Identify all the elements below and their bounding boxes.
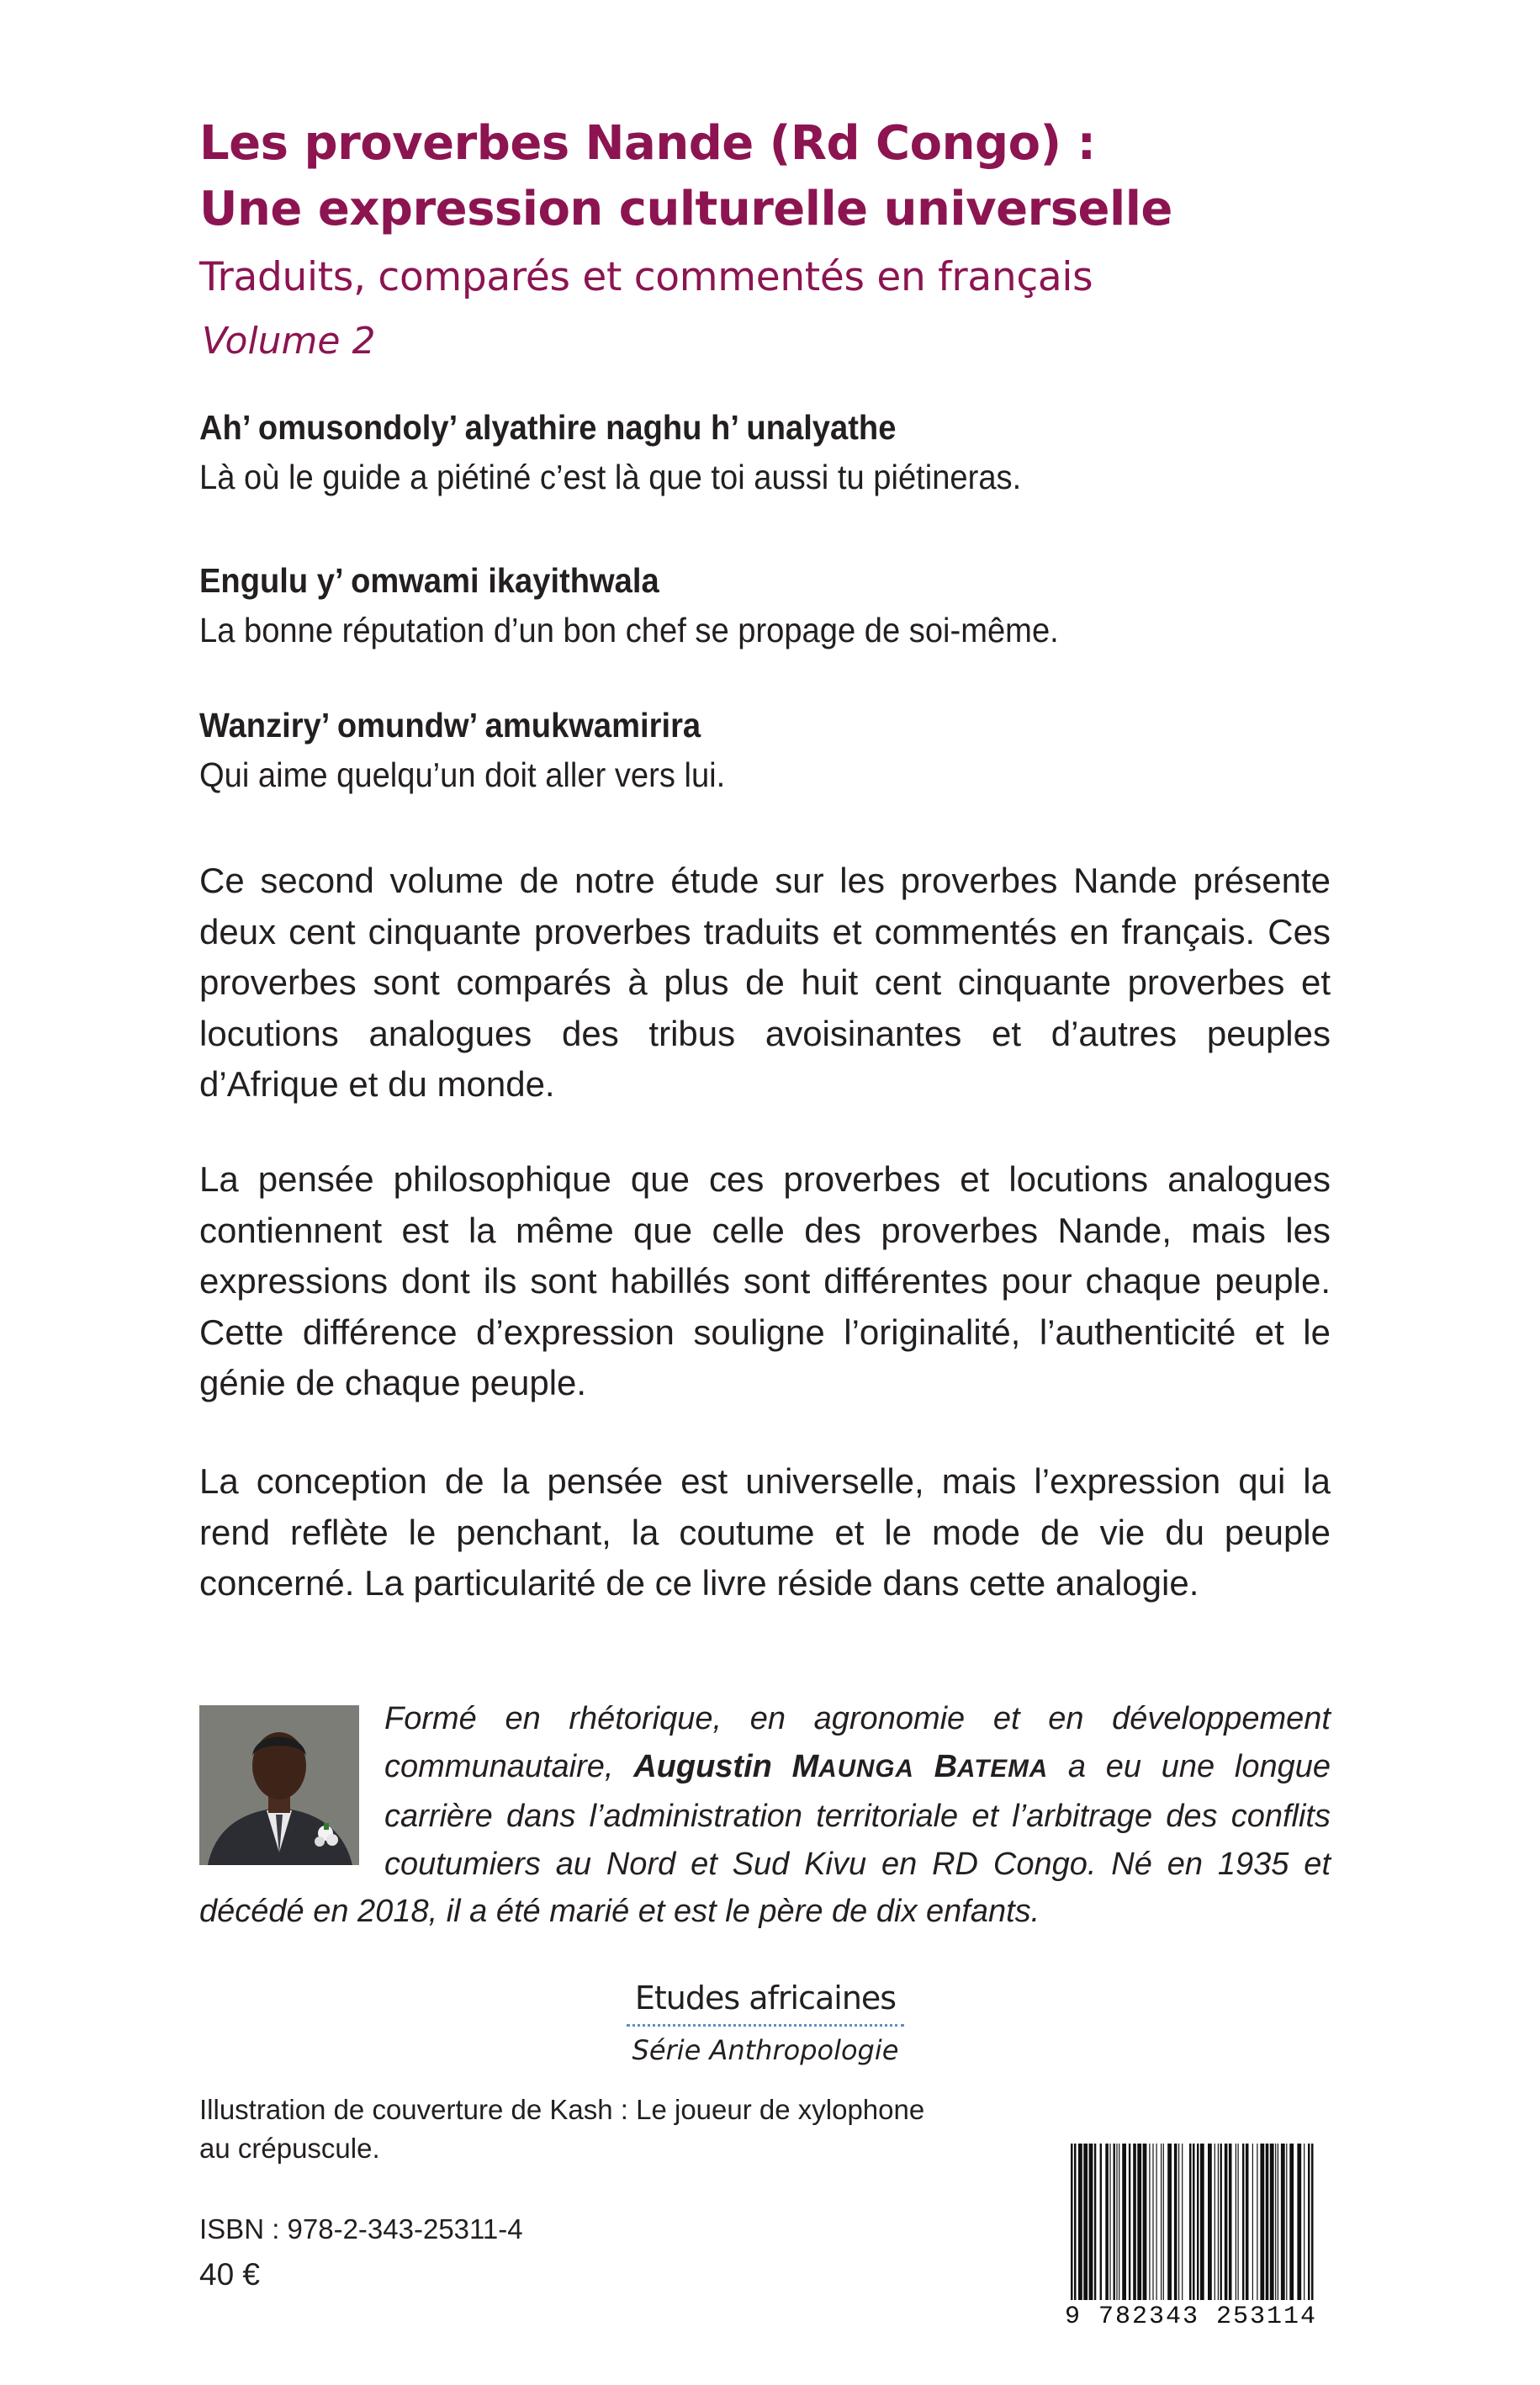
barcode-guard-bar bbox=[1074, 2144, 1077, 2324]
barcode-bar bbox=[1163, 2144, 1164, 2300]
barcode-bar bbox=[1200, 2144, 1204, 2300]
proverb-1 bbox=[199, 402, 1377, 501]
barcode-bar bbox=[1218, 2144, 1219, 2300]
barcode-bar bbox=[1297, 2144, 1301, 2300]
cover-illustration-credit bbox=[199, 2091, 1007, 2168]
barcode-bar bbox=[1100, 2144, 1102, 2300]
barcode-bar bbox=[1281, 2144, 1285, 2300]
series-divider bbox=[627, 2024, 904, 2027]
barcode-guard-bar bbox=[1193, 2144, 1195, 2324]
author-biography bbox=[199, 1695, 1331, 1936]
proverb-translation: Qui aime quelqu’un doit aller vers lui. bbox=[199, 755, 726, 794]
barcode-bar bbox=[1275, 2144, 1276, 2300]
barcode-bar bbox=[1137, 2144, 1141, 2300]
barcode-bar bbox=[1242, 2144, 1244, 2300]
barcode-bar bbox=[1208, 2144, 1212, 2300]
title-line-2: Une expression culturelle universelle bbox=[199, 182, 1172, 236]
proverb-translation: Là où le guide a piétiné c’est là que toi aussi tu piétineras. bbox=[199, 458, 1022, 496]
barcode-guard-bar bbox=[1311, 2144, 1314, 2324]
description-paragraph-1: Ce second volume de notre étude sur les proverbes Nande présente deux cent cinquante proverbes traduits et commentés en français. Ces proverbes sont comparés à plus de huit cent cinquante proverbes et locutions analogues des tribus avoisinantes et d’autres peuples d’Afrique et du monde. bbox=[199, 861, 1331, 1104]
barcode-bar bbox=[1116, 2144, 1117, 2300]
barcode-bar bbox=[1083, 2144, 1088, 2300]
barcode-bar bbox=[1266, 2144, 1269, 2300]
barcode-bar bbox=[1220, 2144, 1222, 2300]
barcode-bar bbox=[1114, 2144, 1115, 2300]
proverb-native-text: Engulu y’ omwami ikayithwala bbox=[199, 561, 659, 600]
description-paragraph-2: La pensée philosophique que ces proverbes et locutions analogues contiennent est la même que celle des proverbes Nande, mais les expressions dont ils sont habillés sont différentes pour chaque peuple. Cette différence d’expression souligne l’originalité, l’authenticité et le génie de chaque peuple. bbox=[199, 1159, 1331, 1402]
barcode-bar bbox=[1197, 2144, 1199, 2300]
barcode-bar bbox=[1105, 2144, 1109, 2300]
barcode-bar bbox=[1252, 2144, 1253, 2300]
barcode bbox=[1052, 2144, 1330, 2339]
barcode-bar bbox=[1225, 2144, 1228, 2300]
volume-label: Volume 2 bbox=[202, 320, 376, 363]
barcode-bar bbox=[1161, 2144, 1162, 2300]
barcode-bar bbox=[1078, 2144, 1082, 2300]
description-paragraph-3: La conception de la pensée est universelle, mais l’expression qui la rend reflète le penchant, la coutume et le mode de vie du peuple concerné. La particularité de ce livre réside dans cette analogie. bbox=[199, 1461, 1331, 1603]
barcode-bar bbox=[1270, 2144, 1274, 2300]
barcode-bar bbox=[1182, 2144, 1183, 2300]
barcode-bar bbox=[1149, 2144, 1150, 2300]
barcode-guard-bar bbox=[1308, 2144, 1310, 2324]
author-bio-career: a eu une longue carrière dans l’administration territoriale et l’arbitrage des conflits coutumiers au Nord et Sud Kivu en RD Congo. Né en 1935 et décédé en 2018, il a été marié et est le père de dix enfants. bbox=[199, 1748, 1331, 1929]
photo-spacer bbox=[199, 1695, 384, 1880]
barcode-bar bbox=[1246, 2144, 1249, 2300]
barcode-bar bbox=[1238, 2144, 1239, 2300]
barcode-bar bbox=[1094, 2144, 1096, 2300]
barcode-bar bbox=[1156, 2144, 1157, 2300]
barcode-bar bbox=[1304, 2144, 1305, 2300]
barcode-bar bbox=[1174, 2144, 1177, 2300]
barcode-bar bbox=[1178, 2144, 1179, 2300]
barcode-guard-bar bbox=[1189, 2144, 1192, 2324]
illustration-credit-line-2: au crépuscule. bbox=[199, 2133, 380, 2164]
barcode-bar bbox=[1286, 2144, 1287, 2300]
price: 40 € bbox=[199, 2257, 261, 2292]
barcode-bar bbox=[1089, 2144, 1093, 2300]
isbn: ISBN : 978-2-343-25311-4 bbox=[199, 2213, 523, 2245]
barcode-digits: 9 782343 253114 bbox=[1052, 2300, 1330, 2334]
author-name: Augustin MAUNGA BATEMA bbox=[633, 1748, 1049, 1784]
barcode-bar bbox=[1143, 2144, 1147, 2300]
barcode-bar bbox=[1133, 2144, 1136, 2300]
barcode-bar bbox=[1122, 2144, 1126, 2300]
barcode-bar bbox=[1289, 2144, 1294, 2300]
series-block bbox=[627, 1977, 904, 2069]
proverb-2 bbox=[199, 555, 1377, 655]
title-line-1: Les proverbes Nande (Rd Congo) : bbox=[199, 116, 1096, 171]
barcode-bar bbox=[1167, 2144, 1172, 2300]
barcode-bar bbox=[1229, 2144, 1232, 2300]
proverb-translation: La bonne réputation d’un bon chef se propage de soi-même. bbox=[199, 611, 1059, 649]
book-subtitle: Traduits, comparés et commentés en français bbox=[199, 254, 1093, 300]
book-title bbox=[199, 111, 1461, 242]
series-name: Etudes africaines bbox=[634, 1980, 897, 2017]
author-bio-intro: Formé en rhétorique, en agronomie et en développement communautaire, bbox=[384, 1701, 1331, 1784]
barcode-bar bbox=[1129, 2144, 1130, 2300]
proverb-3 bbox=[199, 700, 1377, 799]
barcode-bar bbox=[1260, 2144, 1264, 2300]
proverb-native-text: Ah’ omusondoly’ alyathire naghu h’ unalyathe bbox=[199, 408, 897, 447]
barcode-bar bbox=[1109, 2144, 1110, 2300]
barcode-guard-bar bbox=[1071, 2144, 1073, 2324]
proverb-native-text: Wanziry’ omundw’ amukwamirira bbox=[199, 706, 701, 745]
series-subseries: Série Anthropologie bbox=[632, 2034, 899, 2066]
illustration-credit-line-1: Illustration de couverture de Kash : Le joueur de xylophone bbox=[199, 2094, 925, 2125]
barcode-bar bbox=[1152, 2144, 1153, 2300]
